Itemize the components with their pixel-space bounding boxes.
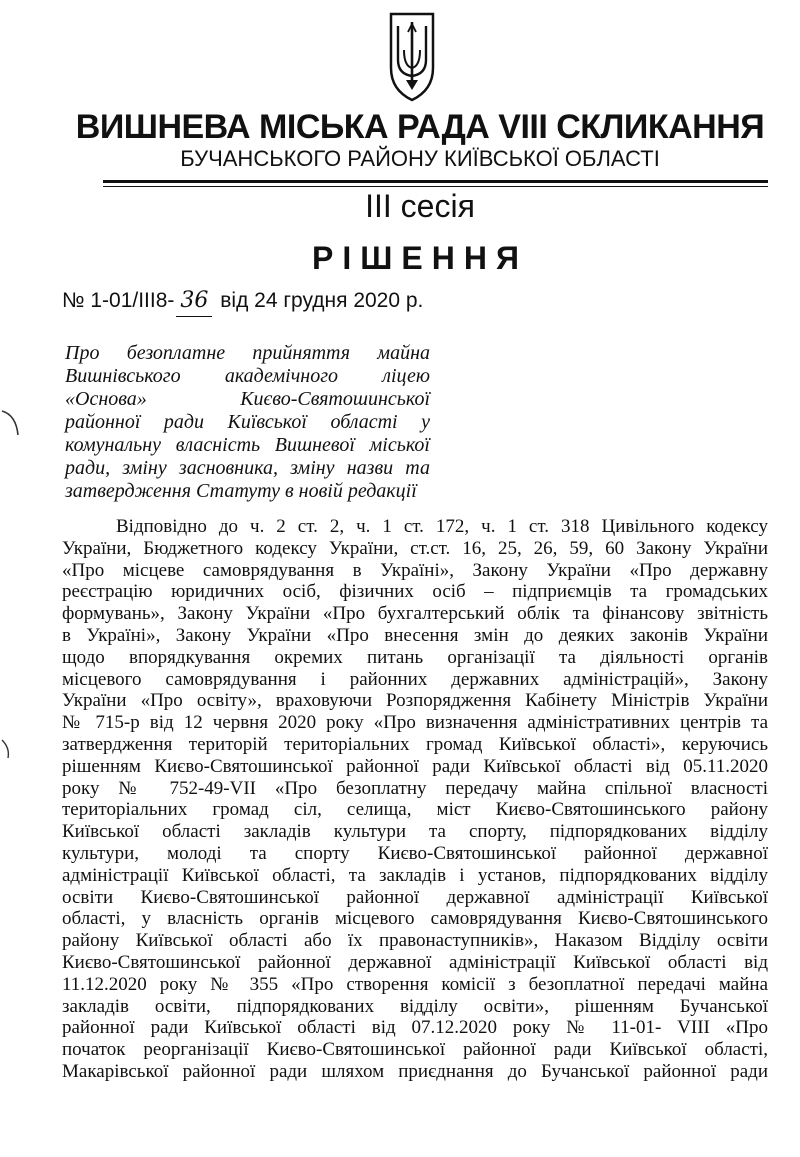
- body-line: реєстрацію юридичних осіб, фізичних осіб – підприємців та громадських: [62, 581, 768, 603]
- subject-line: районної ради Київської області у: [65, 411, 430, 433]
- decision-number-prefix: № 1-01/ІІІ8-: [62, 289, 175, 312]
- body-line: районної ради Київської області від 07.12.2020 року № 11-01- VIII «Про: [62, 1017, 768, 1039]
- subject-line: ради, зміну засновника, зміну назви та: [65, 457, 430, 479]
- scan-punch-mark: [0, 738, 14, 762]
- district-subtitle: БУЧАНСЬКОГО РАЙОНУ КИЇВСЬКОЇ ОБЛАСТІ: [180, 146, 660, 171]
- subject-line: Вишнівського академічного ліцею: [65, 365, 430, 387]
- body-paragraph: [62, 516, 768, 1083]
- body-line: України, Бюджетного кодексу України, ст.ст. 16, 25, 26, 59, 60 Закону України: [62, 537, 768, 559]
- body-line: щодо впорядкування окремих питань організації та діяльності органів: [62, 646, 768, 668]
- body-line: територіальних громад сіл, селища, міст Києво-Святошинського району: [62, 799, 768, 821]
- body-line: Київської області закладів культури та спорту, підпорядкованих відділу: [62, 821, 768, 843]
- subject-line: Про безоплатне прийняття майна: [65, 342, 430, 364]
- body-line: місцевого самоврядування і районних державних адміністрацій», Закону: [62, 668, 768, 690]
- body-line: закладів освіти, підпорядкованих відділу освіти», рішенням Бучанської: [62, 995, 768, 1017]
- body-line: початок реорганізації Києво-Святошинської районної ради Київської області,: [62, 1039, 768, 1061]
- body-line: України «Про освіту», враховуючи Розпорядження Кабінету Міністрів України: [62, 690, 768, 712]
- body-line: 11.12.2020 року № 355 «Про створення комісії з безоплатної передачі майна: [62, 973, 768, 995]
- subject-line: «Основа» Києво-Святошинської: [65, 388, 430, 410]
- header-divider-thick: [103, 180, 768, 183]
- decision-date: від 24 грудня 2020 р.: [220, 289, 424, 312]
- body-line: в Україні», Закону України «Про внесення змін до деяких законів України: [62, 624, 768, 646]
- handwritten-number: 36: [176, 286, 212, 317]
- body-line: «Про місцеве самоврядування в Україні», Закону України «Про державну: [62, 559, 768, 581]
- body-line: року № 752-49-VII «Про безоплатну передачу майна спільної власності: [62, 777, 768, 799]
- decision-number: [62, 286, 423, 317]
- body-line: Відповідно до ч. 2 ст. 2, ч. 1 ст. 172, ч. 1 ст. 318 Цивільного кодексу: [116, 516, 768, 537]
- scan-punch-mark: [0, 405, 22, 439]
- body-line: району Київської області або їх правонаступників», Наказом Відділу освіти: [62, 930, 768, 952]
- body-line: № 715-р від 12 червня 2020 року «Про визначення адміністративних центрів та: [62, 712, 768, 734]
- body-line: Макарівської районної ради шляхом приєднання до Бучанської районної ради: [62, 1060, 768, 1082]
- body-line: освіти Києво-Святошинської районної державної адміністрації Київської: [62, 886, 768, 908]
- body-line: адміністрації Київської області, та закладів і установ, підпорядкованих відділу: [62, 864, 768, 886]
- council-title: ВИШНЕВА МІСЬКА РАДА VIII СКЛИКАННЯ: [75, 108, 765, 146]
- subject-line: затвердження Статуту в новій редакції: [65, 480, 417, 502]
- body-line: області, у власність органів місцевого самоврядування Києво-Святошинського: [62, 908, 768, 930]
- trident-coat-of-arms-icon: [388, 10, 436, 104]
- header-divider-thin: [103, 186, 768, 187]
- subject-line: комунальну власність Вишневої міської: [65, 434, 430, 456]
- body-line: культури, молоді та спорту Києво-Святошинської районної державної: [62, 842, 768, 864]
- body-line: рішенням Києво-Святошинської районної ради Київської області від 05.11.2020: [62, 755, 768, 777]
- body-line: формувань», Закону України «Про бухгалтерський облік та фінансову звітність: [62, 603, 768, 625]
- body-line: затвердження територій територіальних громад Київської області», керуючись: [62, 733, 768, 755]
- decision-title: РІШЕННЯ: [312, 240, 528, 276]
- body-line: Києво-Святошинської районної державної адміністрації Київської області від: [62, 951, 768, 973]
- decision-subject: [65, 342, 430, 503]
- session-label: ІІІ сесія: [365, 188, 475, 224]
